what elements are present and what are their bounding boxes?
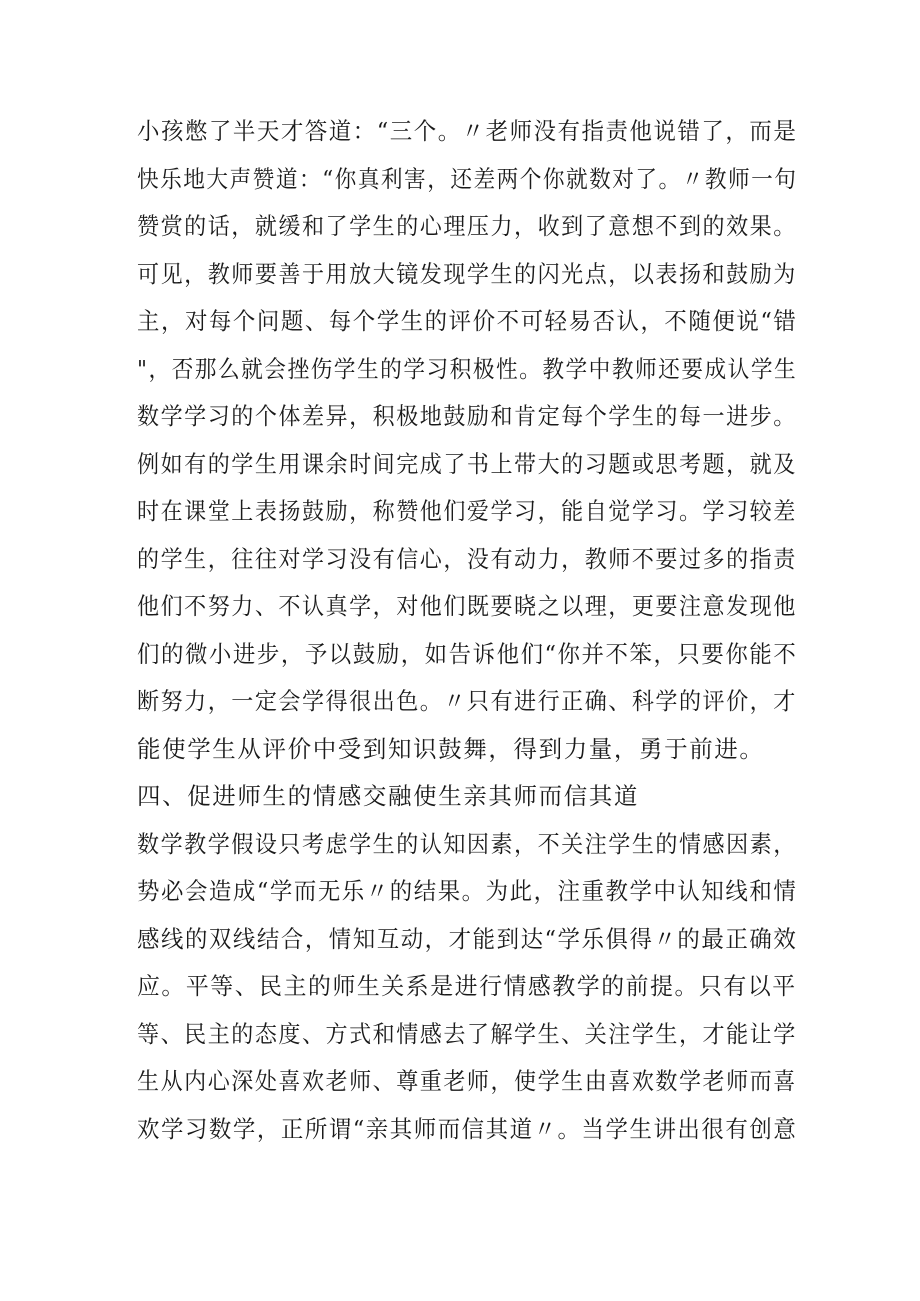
text-line: 他们不努力、不认真学，对他们既要晓之以理，更要注意发现他 (137, 592, 797, 620)
text-line: 主，对每个问题、每个学生的评价不可轻易否认，不随便说“错 (137, 307, 798, 335)
text-line: 的学生，往往对学习没有信心，没有动力，教师不要过多的指责 (137, 544, 797, 573)
text-line: 们的微小进步，予以鼓励，如告诉他们“你并不笨，只要你能不 (137, 639, 798, 668)
body-text (137, 108, 797, 1153)
text-line: 感线的双线结合，情知互动，才能到达“学乐俱得〃的最正确效 (137, 924, 798, 953)
text-line: 快乐地大声赞道：“你真利害，还差两个你就数对了。〃教师一句 (137, 164, 798, 193)
text-line: 等、民主的态度、方式和情感去了解学生、关注学生，才能让学 (137, 1019, 797, 1048)
text-line: 生从内心深处喜欢老师、尊重老师，使学生由喜欢数学老师而喜 (137, 1067, 797, 1095)
text-line: 能使学生从评价中受到知识鼓舞，得到力量，勇于前进。 (137, 734, 765, 763)
text-line: "，否那么就会挫伤学生的学习积极性。教学中教师还要成认学生 (137, 354, 798, 383)
text-line: 断努力，一定会学得很出色。〃只有进行正确、科学的评价，才 (137, 687, 797, 715)
text-line: 赞赏的话，就缓和了学生的心理压力，收到了意想不到的效果。 (137, 212, 797, 240)
text-line: 应。平等、民主的师生关系是进行情感教学的前提。只有以平 (137, 972, 797, 1000)
text-line: 时在课堂上表扬鼓励，称赞他们爱学习，能自觉学习。学习较差 (137, 497, 797, 525)
text-line: 势必会造成“学而无乐〃的结果。为此，注重教学中认知线和情 (137, 877, 798, 905)
text-line: 欢学习数学，正所谓“亲其师而信其道〃。当学生讲出很有创意 (137, 1114, 798, 1143)
text-line: 小孩憋了半天才答道：“三个。〃老师没有指责他说错了，而是 (137, 117, 798, 145)
text-line: 例如有的学生用课余时间完成了书上带大的习题或思考题，就及 (137, 449, 797, 478)
text-line: 数学教学假设只考虑学生的认知因素，不关注学生的情感因素， (137, 829, 797, 858)
section-heading: 四、促进师生的情感交融使生亲其师而信其道 (137, 782, 639, 810)
text-line: 数学学习的个体差异，积极地鼓励和肯定每个学生的每一进步。 (137, 402, 797, 430)
text-line: 可见，教师要善于用放大镜发现学生的闪光点，以表扬和鼓励为 (137, 259, 797, 288)
